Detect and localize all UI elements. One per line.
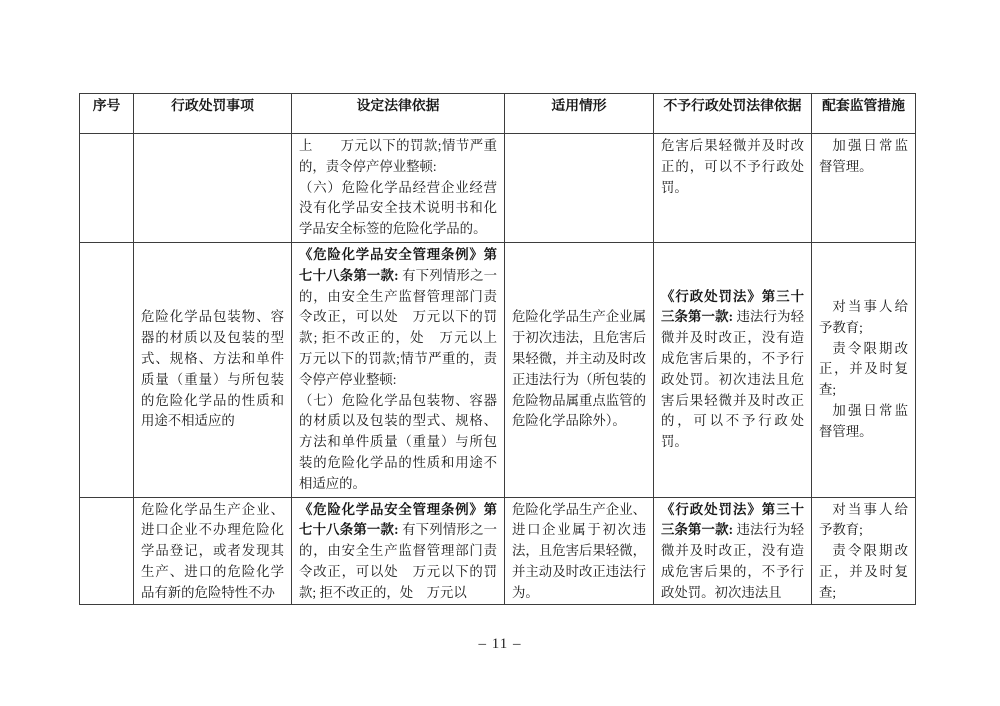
header-row — [80, 94, 916, 134]
no-penalty-text — [661, 500, 804, 602]
law-body-text: 有下列情形之一的，由安全生产监督管理部门责令改正，可以处 万元以下的罚款; 拒不改正的，处 万元以上 万元以下的罚款;情节严重的，责令停产停业整顿: — [299, 267, 511, 387]
measure-item: 加强日常监督管理。 — [819, 402, 908, 439]
cell-seq — [80, 497, 134, 604]
penalty-table — [79, 93, 916, 605]
cell-situation — [505, 242, 654, 497]
measure-item: 加强日常监督管理。 — [819, 138, 908, 174]
no-penalty-text — [661, 287, 804, 453]
law-citation: 《危险化学品安全管理条例》第七十八条第一款: — [299, 246, 497, 283]
cell-measures — [812, 242, 916, 497]
cell-situation — [505, 497, 654, 604]
measure-item: 对当事人给予教育; — [819, 501, 908, 538]
measure-item: 对当事人给予教育; — [819, 298, 908, 335]
no-penalty-text: 危害后果轻微并及时改正的，可以不予行政处罚。 — [661, 138, 804, 195]
cell-no-penalty-basis — [654, 134, 812, 243]
cell-no-penalty-basis — [654, 497, 812, 604]
law-citation: 《危险化学品安全管理条例》第七十八条第一款: — [299, 501, 497, 538]
header-seq: 序号 — [80, 94, 134, 134]
legal-basis-item: （七）危险化学品包装物、容器的材质以及包装的型式、规格、方法和单件质量（重量）与所包装的危险化学品的性质和用途不相适应的。 — [299, 392, 497, 491]
header-matter: 行政处罚事项 — [134, 94, 292, 134]
cell-legal-basis — [292, 134, 505, 243]
cell-seq — [80, 242, 134, 497]
legal-basis-text — [299, 500, 497, 602]
situation-text: 危险化学品生产企业属于初次违法，且危害后果轻微，并主动及时改正违法行为（所包装的危险物品属重点监管的危险化学品除外）。 — [512, 309, 646, 429]
law-body-text: 违法行为轻微并及时改正，没有造成危害后果的，不予行政处罚。初次违法且危害后果轻微并及时改正的，可以不予行政处罚。 — [661, 309, 804, 450]
cell-matter — [134, 497, 292, 604]
legal-basis-item: （六）危险化学品经营企业经营没有化学品安全技术说明书和化学品安全标签的危险化学品的。 — [299, 179, 497, 237]
cell-legal-basis — [292, 497, 505, 604]
cell-legal-basis — [292, 242, 511, 497]
measure-item: 责令限期改正，并及时复查; — [819, 340, 908, 398]
situation-text: 危险化学品生产企业、进口企业属于初次违法，且危害后果轻微，并主动及时改正违法行为。 — [512, 501, 646, 600]
cell-matter — [134, 242, 292, 497]
table-row-1 — [80, 134, 916, 243]
cell-situation — [505, 134, 654, 243]
header-measures: 配套监管措施 — [812, 94, 916, 134]
legal-basis-text — [299, 245, 511, 391]
law-body-text: 违法行为轻微并及时改正，没有造成危害后果的，不予行政处罚。初次违法且 — [661, 522, 804, 600]
cell-matter — [134, 134, 292, 243]
table-row-2 — [80, 242, 916, 497]
law-citation: 《行政处罚法》第三十三条第一款: — [661, 501, 804, 538]
header-legal-basis: 设定法律依据 — [292, 94, 505, 134]
cell-seq — [80, 134, 134, 243]
measure-item: 责令限期改正，并及时复查; — [819, 543, 908, 600]
cell-no-penalty-basis — [654, 242, 812, 497]
matter-text: 危险化学品生产企业、进口企业不办理危险化学品登记，或者发现其生产、进口的危险化学品有新的危险特性不办 — [141, 501, 284, 600]
law-body-text: 有下列情形之一的，由安全生产监督管理部门责令改正，可以处 万元以下的罚款; 拒不改正的，处 万元以 — [299, 522, 497, 600]
table-row-3 — [80, 497, 916, 604]
header-no-penalty-basis: 不予行政处罚法律依据 — [654, 94, 812, 134]
law-citation: 《行政处罚法》第三十三条第一款: — [661, 288, 804, 325]
header-situation: 适用情形 — [505, 94, 654, 134]
legal-basis-text: 上 万元以下的罚款;情节严重的，责令停产停业整顿: — [299, 138, 497, 174]
matter-text: 危险化学品包装物、容器的材质以及包装的型式、规格、方法和单件质量（重量）与所包装的危险化学品的性质和用途不相适应的 — [141, 309, 284, 429]
page-number: – 11 – — [478, 636, 522, 652]
cell-measures — [812, 134, 916, 243]
cell-measures — [812, 497, 916, 604]
